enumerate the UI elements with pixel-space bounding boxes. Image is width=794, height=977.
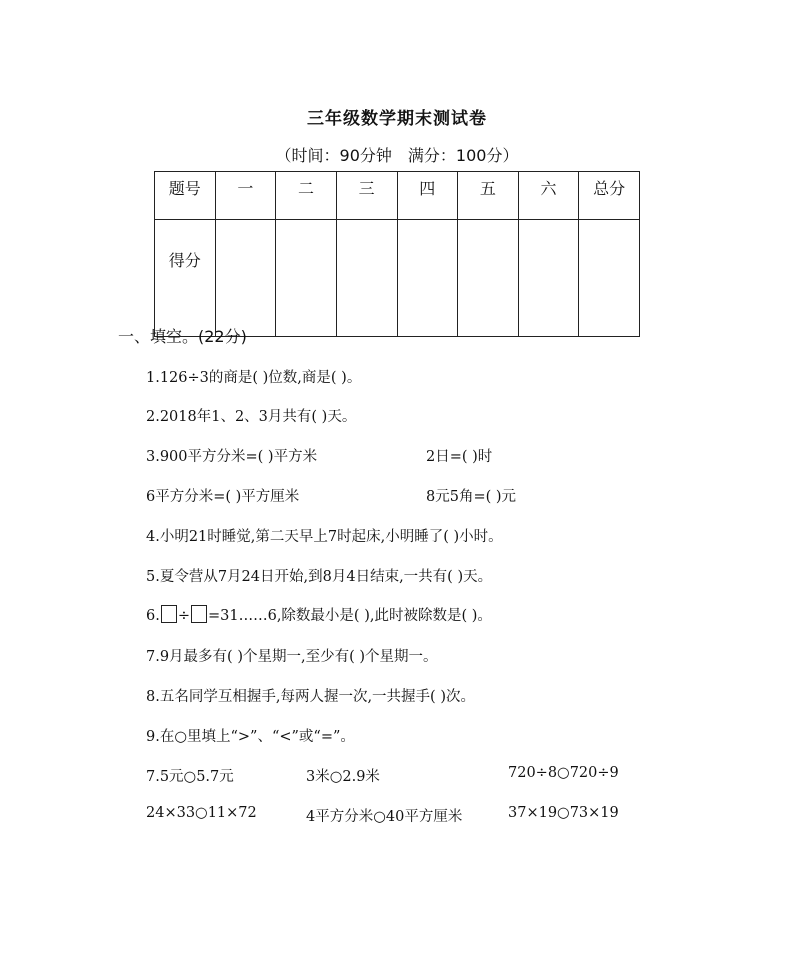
question-3c: 6平方分米=( )平方厘米: [146, 489, 300, 505]
question-6-prefix: 6.: [146, 608, 160, 624]
header-cell-section-4: 四: [397, 172, 458, 220]
question-3d: 8元5角=( )元: [426, 489, 517, 505]
score-table-header-row: [155, 172, 640, 220]
header-cell-section-5: 五: [458, 172, 519, 220]
comparison-6: 37×19○73×19: [508, 805, 619, 821]
header-cell-question-number: 题号: [155, 172, 216, 220]
score-cell-section-6: [518, 220, 579, 337]
divisor-blank-box: [191, 605, 207, 623]
section-heading: 一、填空。(22分): [118, 327, 247, 346]
question-8: 8.五名同学互相握手,每两人握一次,一共握手( )次。: [146, 689, 475, 705]
comparison-3: 720÷8○720÷9: [508, 765, 619, 781]
comparison-1: 7.5元○5.7元: [146, 769, 234, 785]
comparison-5: 4平方分米○40平方厘米: [306, 809, 463, 825]
comparison-4: 24×33○11×72: [146, 805, 257, 821]
score-cell-total: [579, 220, 640, 337]
question-7: 7.9月最多有( )个星期一,至少有( )个星期一。: [146, 649, 438, 665]
page-title: 三年级数学期末测试卷: [307, 109, 487, 129]
question-2: 2.2018年1、2、3月共有( )天。: [146, 409, 357, 425]
score-cell-section-1: [215, 220, 276, 337]
score-cell-section-4: [397, 220, 458, 337]
comparison-2: 3米○2.9米: [306, 769, 380, 785]
score-table-score-row: [155, 220, 640, 337]
header-cell-section-3: 三: [336, 172, 397, 220]
question-6-divide-sign: ÷: [177, 608, 190, 624]
score-cell-section-2: [276, 220, 337, 337]
question-5: 5.夏令营从7月24日开始,到8月4日结束,一共有( )天。: [146, 569, 493, 585]
question-1: 1.126÷3的商是( )位数,商是( )。: [146, 370, 362, 386]
question-6: [146, 604, 492, 625]
score-cell-section-3: [336, 220, 397, 337]
header-cell-section-1: 一: [215, 172, 276, 220]
question-9: 9.在○里填上“>”、“<”或“=”。: [146, 729, 355, 745]
score-cell-section-5: [458, 220, 519, 337]
score-row-label: 得分: [155, 220, 216, 337]
exam-info: （时间：90分钟 满分：100分）: [275, 146, 519, 165]
dividend-blank-box: [161, 605, 177, 623]
header-cell-section-6: 六: [518, 172, 579, 220]
question-3b: 2日=( )时: [426, 449, 493, 465]
question-3a: 3.900平方分米=( )平方米: [146, 449, 318, 465]
header-cell-section-2: 二: [276, 172, 337, 220]
question-4: 4.小明21时睡觉,第二天早上7时起床,小明睡了( )小时。: [146, 529, 503, 545]
header-cell-total: 总分: [579, 172, 640, 220]
question-6-rest: =31……6,除数最小是( ),此时被除数是( )。: [208, 608, 492, 624]
score-table: [154, 171, 640, 337]
